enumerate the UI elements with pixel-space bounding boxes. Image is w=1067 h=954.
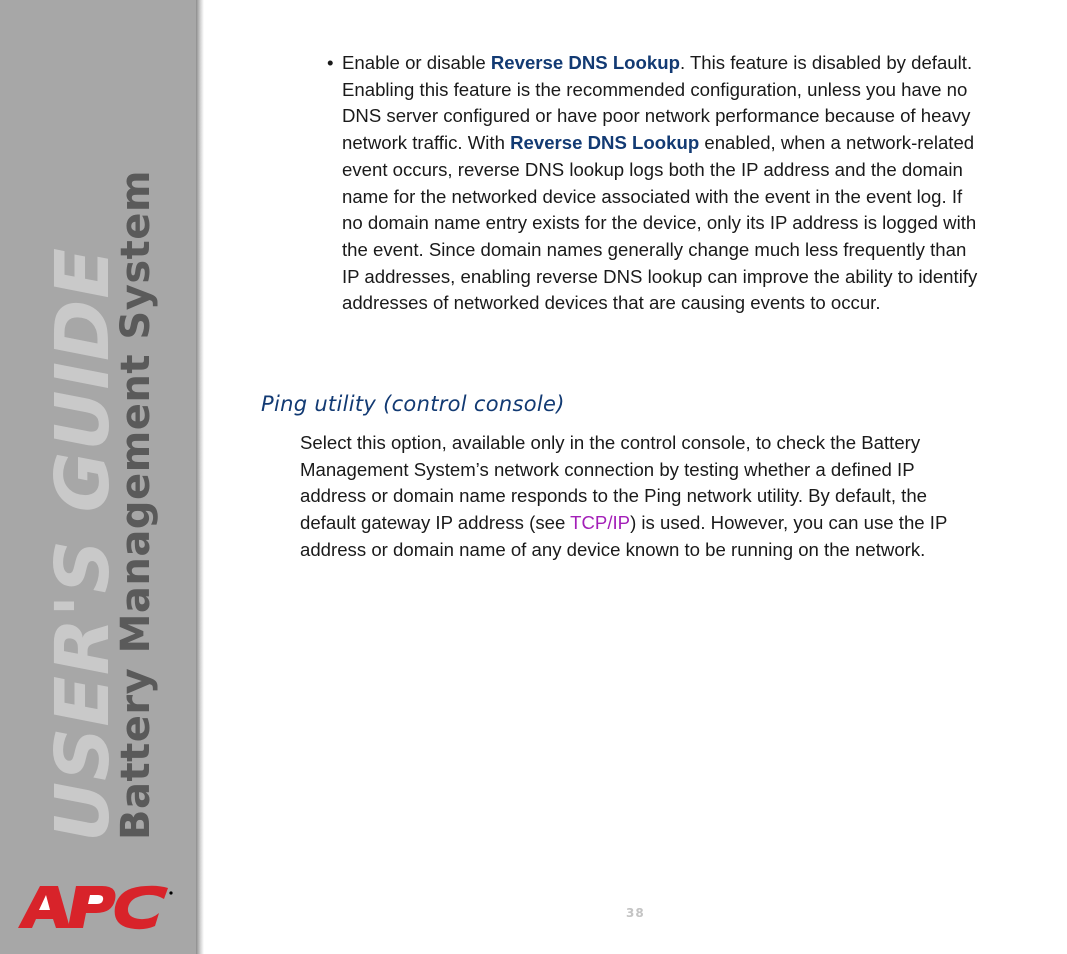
apc-logo xyxy=(18,884,174,930)
term-reverse-dns-lookup-2: Reverse DNS Lookup xyxy=(510,132,700,154)
term-reverse-dns-lookup: Reverse DNS Lookup xyxy=(490,52,680,73)
guide-subtitle: Battery Management System xyxy=(113,169,159,840)
paragraph-part1: Select this option, available only in the control console, to check the Battery Management System’s network connection by testing whether a defined IP address or domain name responds to the Ping network utility. By default, the default gateway IP address (see xyxy=(300,432,928,534)
bullet-text-part1: Enable or disable xyxy=(342,52,491,73)
guide-title: USER'S GUIDE xyxy=(40,247,126,842)
paragraph-part2: ) is used. However, you can use the IP address or domain name of any device known to be running on the network. xyxy=(300,512,948,560)
tcp-ip-link[interactable]: TCP/IP xyxy=(570,512,631,534)
ping-utility-paragraph xyxy=(300,430,980,564)
section-heading-ping-utility: Ping utility (control console) xyxy=(261,392,565,416)
bullet-marker: • xyxy=(327,52,334,73)
bullet-text-part2: . This feature is disabled by default. Enabling this feature is the recommended configuration, unless you have no DNS server configured or have poor network performance because of heavy network traffic. With xyxy=(342,52,973,154)
bullet-text-part3: enabled, when a network-related event occurs, reverse DNS lookup logs both the IP address and the domain name for the networked device associated with the event in the event log. If no domain name entry exists for the device, only its IP address is logged with the event. Since domain names generally change much less frequently than IP addresses, enabling reverse DNS lookup can improve the ability to identify addresses of networked devices that are causing events to occur. xyxy=(342,132,978,314)
bullet-item-reverse-dns xyxy=(327,50,987,317)
bullet-text xyxy=(342,50,987,317)
sidebar-shadow xyxy=(196,0,204,954)
page-number: 38 xyxy=(626,906,645,920)
